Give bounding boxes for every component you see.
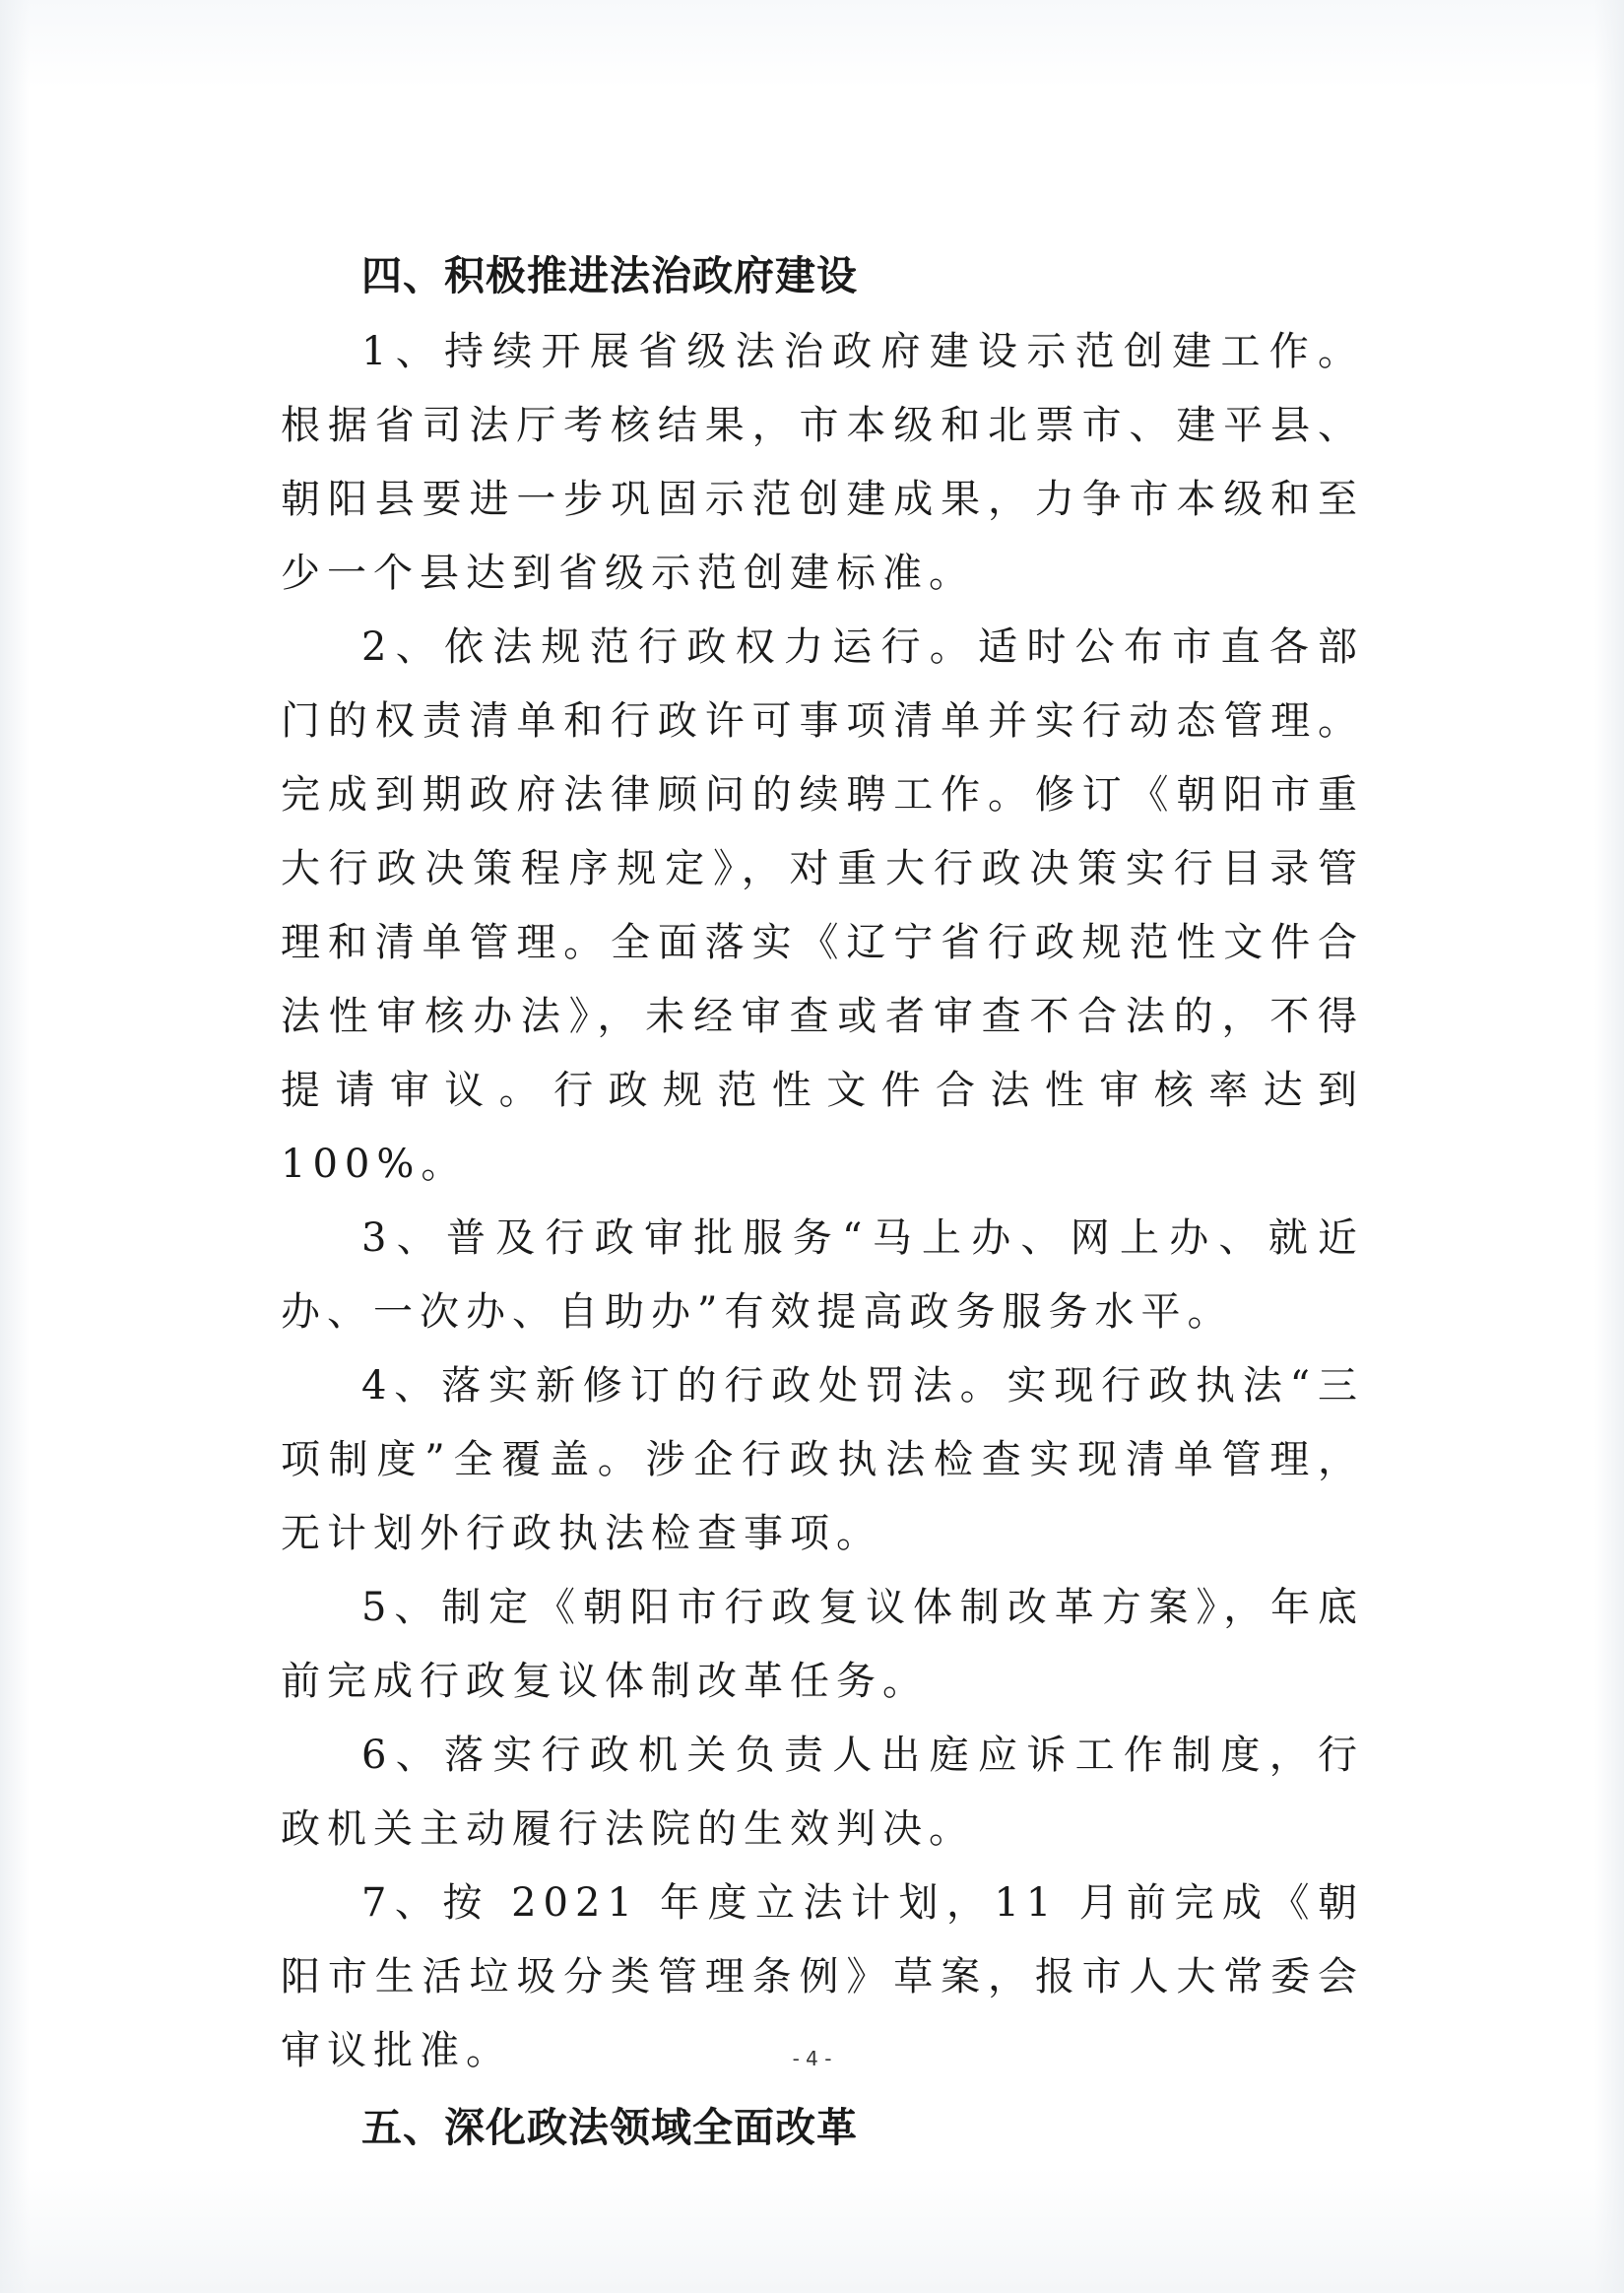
paragraph-item-4: 4、落实新修订的行政处罚法。实现行政执法“三项制度”全覆盖。涉企行政执法检查实现清单管理，无计划外行政执法检查事项。 (281, 1363, 1364, 1556)
section-heading-4: 四、积极推进法治政府建设 (361, 252, 858, 299)
section-heading-5: 五、深化政法领域全面改革 (361, 2104, 858, 2151)
paragraph-item-3: 3、普及行政审批服务“马上办、网上办、就近办、一次办、自助办”有效提高政务服务水平。 (281, 1215, 1364, 1335)
page-number: - 4 - (792, 2047, 832, 2070)
paragraph-item-6: 6、落实行政机关负责人出庭应诉工作制度，行政机关主动履行法院的生效判决。 (281, 1733, 1364, 1852)
paragraph-item-5: 5、制定《朝阳市行政复议体制改革方案》，年底前完成行政复议体制改革任务。 (281, 1585, 1364, 1704)
scan-edge-left (0, 0, 30, 2293)
paragraph-item-7: 7、按 2021 年度立法计划，11 月前完成《朝阳市生活垃圾分类管理条例》草案，报市人大常委会审议批准。 (281, 1880, 1364, 2073)
paragraph-item-1: 1、持续开展省级法治政府建设示范创建工作。根据省司法厅考核结果，市本级和北票市、建平县、朝阳县要进一步巩固示范创建成果，力争市本级和至少一个县达到省级示范创建标准。 (281, 329, 1364, 596)
document-body (281, 236, 1364, 2167)
scan-edge-right (1594, 0, 1624, 2293)
paragraph-item-2: 2、依法规范行政权力运行。适时公布市直各部门的权责清单和行政许可事项清单并实行动态管理。完成到期政府法律顾问的续聘工作。修订《朝阳市重大行政决策程序规定》，对重大行政决策实行目录管理和清单管理。全面落实《辽宁省行政规范性文件合法性审核办法》，未经审查或者审查不合法的，不得提请审议。行政规范性文件合法性审核率达到100%。 (281, 624, 1364, 1187)
